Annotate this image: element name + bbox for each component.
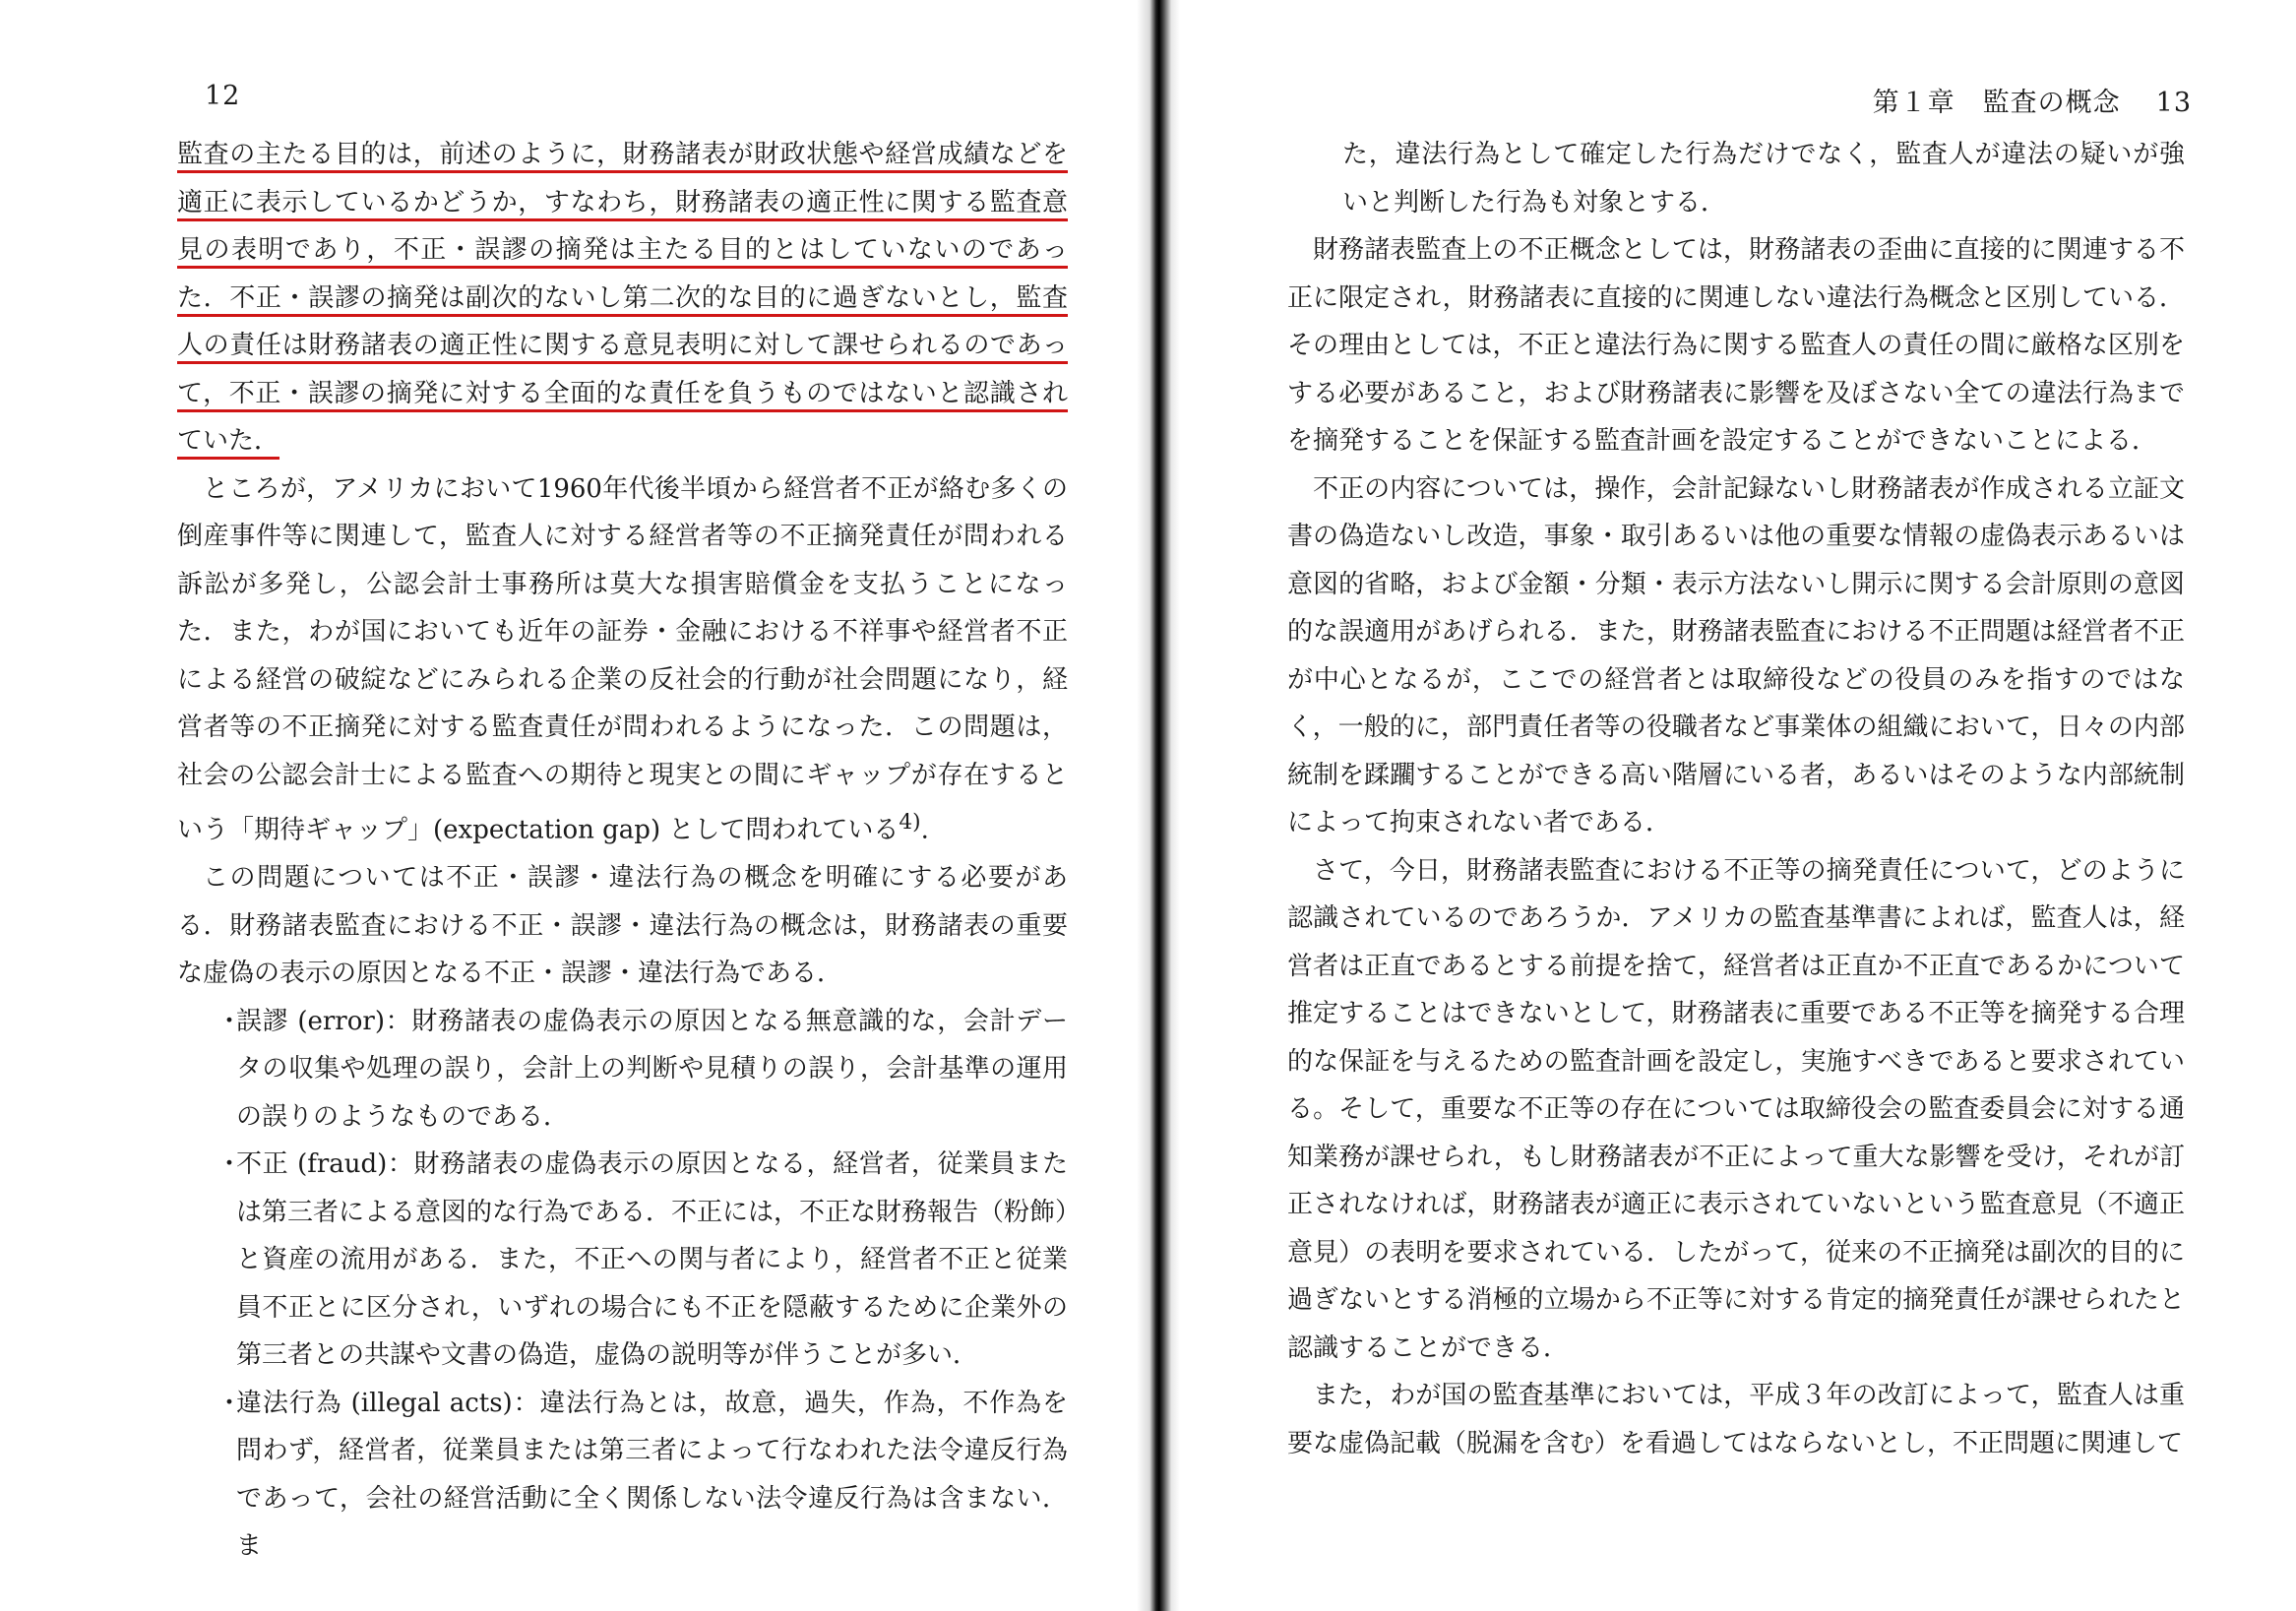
- left-page: [0, 0, 1142, 1611]
- red-underlined-text: 監査の主たる目的は，前述のように，財務諸表が財政状態や経営成績などを適正に表示しているかどうか，すなわち，財務諸表の適正性に関する監査意見の表明であり，不正・誤謬の摘発は主たる目的とはしていないのであった．不正・誤謬の摘発は副次的ないし第二次的な目的に過ぎないとし，監査人の責任は財務諸表の適正性に関する意見表明に対して課せられるのであって，不正・誤謬の摘発に対する全面的な責任を負うものではないと認識されていた．: [177, 140, 1068, 456]
- bullet-fraud-text: 不正 (fraud)：財務諸表の虚偽表示の原因となる，経営者，従業員または第三者による意図的な行為である．不正には，不正な財務報告（粉飾）と資産の流用がある．また，不正への関与者により，経営者不正と従業員不正とに区分され，いずれの場合にも不正を隠蔽するために企業外の第三者との共謀や文書の偽造，虚偽の説明等が伴うことが多い．: [236, 1149, 1069, 1371]
- right-page: [1181, 0, 2296, 1611]
- highlighted-paragraph: [177, 131, 1068, 465]
- bullet-continuation: た，違法行為として確定した行為だけでなく，監査人が違法の疑いが強いと判断した行為も対象とする．: [1342, 140, 2185, 217]
- paragraph-concepts: この問題については不正・誤謬・違法行為の概念を明確にする必要がある．財務諸表監査における不正・誤謬・違法行為の概念は，財務諸表の重要な虚偽の表示の原因となる不正・誤謬・違法行為である．: [177, 863, 1068, 989]
- bullet-error: [217, 998, 1068, 1142]
- bullet-mark: ・: [217, 1388, 243, 1418]
- bullet-fraud: [217, 1141, 1068, 1380]
- left-page-header: [205, 81, 240, 111]
- bullet-illegal-acts-text: 違法行為 (illegal acts)：違法行為とは，故意，過失，作為，不作為を問わず，経営者，従業員または第三者によって行なわれた法令違反行為であって，会社の経営活動に全く関係しない法令違反行為は含まない．ま: [236, 1388, 1068, 1562]
- right-page-header: [1873, 81, 2192, 119]
- book-gutter-shadow: [1137, 0, 1180, 1611]
- paragraph-expectation-gap-text: ところが，アメリカにおいて1960年代後半頃から経営者不正が絡む多くの倒産事件等に関連して，監査人に対する経営者等の不正摘発責任が問われる訴訟が多発し，公認会計士事務所は莫大な損害賠償金を支払うことになった．また，わが国においても近年の証券・金融における不祥事や経営者不正による経営の破綻などにみられる企業の反社会的行動が社会問題になり，経営者等の不正摘発に対する監査責任が問われるようになった．この問題は，社会の公認会計士による監査への期待と現実との間にギャップが存在するという「期待ギャップ」(expectation gap) として問われている: [177, 473, 1068, 845]
- left-page-number: 12: [205, 81, 241, 111]
- paragraph-fraud-content: 不正の内容については，操作，会計記録ないし財務諸表が作成される立証文書の偽造ないし改造，事象・取引あるいは他の重要な情報の虚偽表示あるいは意図的省略，および金額・分類・表示方法ないし開示に関する会計原則の意図的な誤適用があげられる．また，財務諸表監査における不正問題は経営者不正が中心となるが，ここでの経営者とは取締役などの役員のみを指すのではなく，一般的に，部門責任者等の役職者など事業体の組織において，日々の内部統制を蹂躙することができる高い階層にいる者，あるいはそのような内部統制によって拘束されない者である．: [1287, 473, 2185, 837]
- paragraph-end-period: .: [920, 815, 929, 845]
- paragraph-fraud-concept: 財務諸表監査上の不正概念としては，財務諸表の歪曲に直接的に関連する不正に限定され，財務諸表に直接的に関連しない違法行為概念と区別している．その理由としては，不正と違法行為に関する監査人の責任の間に厳格な区別をする必要があること，および財務諸表に影響を及ぼさない全ての違法行為までを摘発することを保証する監査計画を設定することができないことによる．: [1287, 235, 2185, 456]
- paragraph-expectation-gap: [177, 465, 1068, 855]
- bullet-mark: ・: [217, 1149, 243, 1180]
- paragraph-detection-responsibility: さて，今日，財務諸表監査における不正等の摘発責任について，どのように認識されているのであろうか．アメリカの監査基準書によれば，監査人は，経営者は正直であるとする前提を捨て，経営者は正直か不正直であるかについて推定することはできないとして，財務諸表に重要である不正等を摘発する合理的な保証を与えるための監査計画を設定し，実施すべきであると要求されている。そして，重要な不正等の存在については取締役会の監査委員会に対する通知業務が課せられ，もし財務諸表が不正によって重大な影響を受け，それが訂正されなければ，財務諸表が適正に表示されていないという監査意見（不適正意見）の表明を要求されている．したがって，従来の不正摘発は副次的目的に過ぎないとする消極的立場から不正等に対する肯定的摘発責任が課せられたと認識することができる．: [1287, 855, 2185, 1363]
- chapter-title: 第１章 監査の概念: [1872, 88, 2121, 118]
- bullet-illegal-acts: [217, 1380, 1068, 1571]
- footnote-reference: 4): [899, 810, 921, 835]
- paragraph-japan-standards: また，わが国の監査基準においては，平成３年の改訂によって，監査人は重要な虚偽記載（脱漏を含む）を看過してはならないとし，不正問題に関連して: [1287, 1381, 2185, 1458]
- bullet-mark: ・: [217, 1006, 243, 1036]
- left-page-body: [177, 131, 1068, 1571]
- bullet-error-text: 誤謬 (error)：財務諸表の虚偽表示の原因となる無意識的な，会計データの収集や処理の誤り，会計上の判断や見積りの誤り，会計基準の運用の誤りのようなものである．: [236, 1006, 1068, 1132]
- right-page-body: [1287, 131, 2185, 1467]
- right-page-number: 13: [2155, 88, 2192, 118]
